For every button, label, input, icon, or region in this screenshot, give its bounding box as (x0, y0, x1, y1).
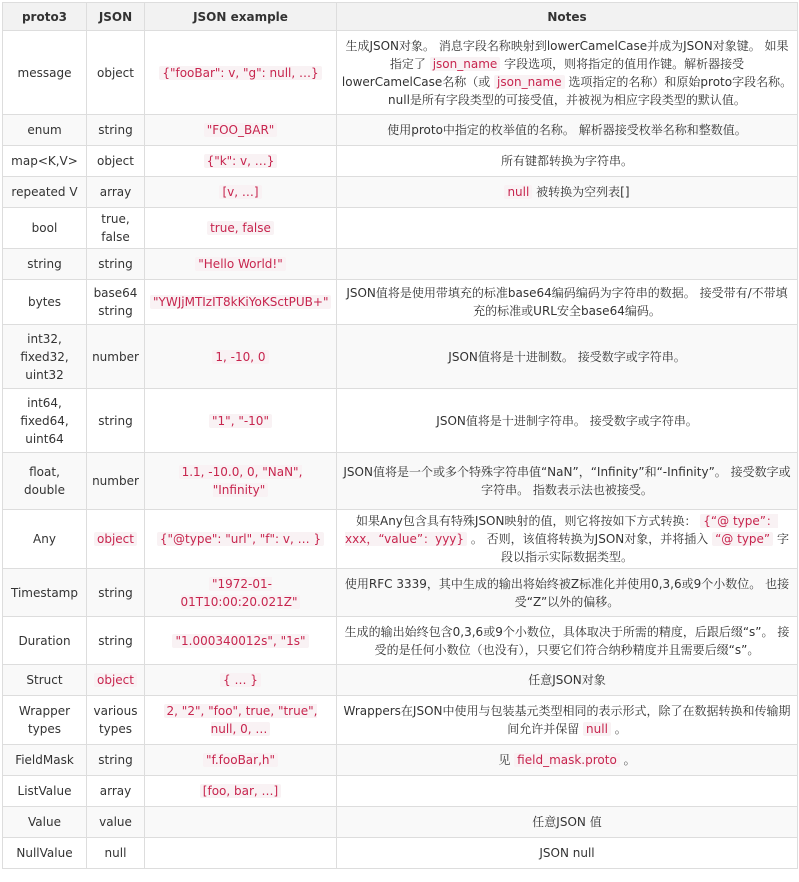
cell-json-type: array (87, 776, 145, 807)
cell-notes (337, 696, 798, 745)
notes-text: 。 (619, 753, 636, 767)
table-row (3, 665, 798, 696)
table-row (3, 115, 798, 146)
cell-json-type: object (87, 146, 145, 177)
cell-json-type: string (87, 389, 145, 453)
json-example-code: [foo, bar, …] (200, 784, 281, 798)
notes-text: 字段以指示实际数据类型。 (500, 532, 789, 564)
table-row (3, 745, 798, 776)
cell-json-example (145, 249, 337, 280)
cell-json-example (145, 745, 337, 776)
cell-notes (337, 115, 798, 146)
cell-proto3: float, double (3, 453, 87, 510)
cell-notes (337, 807, 798, 838)
cell-json-type: string (87, 249, 145, 280)
json-example-code: {"fooBar": v, "g": null, …} (159, 66, 321, 80)
table-row (3, 838, 798, 869)
table-row (3, 807, 798, 838)
json-example-code: {"@type": "url", "f": v, … } (157, 532, 324, 546)
json-example-code: "1.000340012s", "1s" (172, 634, 308, 648)
table-row (3, 617, 798, 665)
notes-text: JSON null (539, 846, 595, 860)
json-mapping-table (2, 2, 798, 869)
cell-json-type: object (87, 31, 145, 115)
table-row (3, 208, 798, 249)
cell-proto3: string (3, 249, 87, 280)
json-example-code: 2, "2", "foo", true, "true", null, 0, … (164, 704, 318, 736)
cell-proto3: Duration (3, 617, 87, 665)
notes-code: null (583, 722, 611, 736)
json-example-code: "YWJjMTIzIT8kKiYoKSctPUB+" (150, 295, 331, 309)
cell-json-example (145, 31, 337, 115)
cell-notes (337, 208, 798, 249)
header-json-example: JSON example (145, 3, 337, 31)
notes-code: {“@ type”：xxx，“value”：yyy} (345, 514, 778, 546)
cell-proto3: NullValue (3, 838, 87, 869)
json-example-code: true, false (207, 221, 274, 235)
json-example-code: 1, -10, 0 (212, 350, 268, 364)
cell-json-example (145, 696, 337, 745)
cell-proto3: Timestamp (3, 569, 87, 617)
json-example-code: "Hello World!" (195, 257, 285, 271)
cell-proto3: Any (3, 510, 87, 569)
cell-proto3: enum (3, 115, 87, 146)
cell-notes (337, 280, 798, 325)
cell-notes (337, 389, 798, 453)
notes-text: 生成JSON对象。 消息字段名称映射到lowerCamelCase并成为JSON对象键。 如果指定了 (345, 38, 789, 71)
cell-notes (337, 617, 798, 665)
notes-text: JSON值将是使用带填充的标准base64编码编码为字符串的数据。 接受带有/不带填充的标准或URL安全base64编码。 (346, 286, 788, 318)
json-example-code: 1.1, -10.0, 0, "NaN", "Infinity" (179, 465, 303, 497)
notes-text: 任意JSON 值 (532, 815, 602, 829)
notes-text: JSON值将是一个或多个特殊字符串值“NaN”，“Infinity”和“-Infinity”。 接受数字或字符串。 指数表示法也被接受。 (343, 465, 791, 497)
notes-text: 。 否则，该值将转换为JSON对象，并将插入 (467, 532, 713, 546)
cell-proto3: Value (3, 807, 87, 838)
cell-proto3: int64, fixed64, uint64 (3, 389, 87, 453)
notes-text: 所有键都转换为字符串。 (500, 154, 633, 168)
notes-text: JSON值将是十进制字符串。 接受数字或字符串。 (436, 413, 698, 428)
cell-json-type: string (87, 115, 145, 146)
cell-json-example (145, 617, 337, 665)
cell-json-example (145, 389, 337, 453)
table-row (3, 31, 798, 115)
cell-proto3: FieldMask (3, 745, 87, 776)
cell-json-example (145, 776, 337, 807)
notes-text: 选项指定的名称）和原始proto字段名称。 null是所有字段类型的可接受值，并被视为相应字段类型的默认值。 (388, 74, 793, 107)
json-example-code: "f.fooBar,h" (203, 753, 278, 767)
cell-json-type: value (87, 807, 145, 838)
cell-json-type: number (87, 453, 145, 510)
cell-json-type: array (87, 177, 145, 208)
table-header-row (3, 3, 798, 31)
notes-text: JSON值将是十进制数。 接受数字或字符串。 (448, 349, 686, 364)
cell-json-example (145, 838, 337, 869)
header-notes: Notes (337, 3, 798, 31)
cell-json-example (145, 146, 337, 177)
table-row (3, 177, 798, 208)
notes-text: 如果Any包含具有特殊JSON映射的值，则它将按如下方式转换： (355, 514, 701, 528)
notes-text: 见 (498, 753, 515, 767)
table-row (3, 776, 798, 807)
cell-proto3: int32, fixed32, uint32 (3, 325, 87, 389)
cell-notes (337, 510, 798, 569)
cell-json-example (145, 569, 337, 617)
cell-json-example (145, 115, 337, 146)
cell-json-example (145, 280, 337, 325)
table-row (3, 280, 798, 325)
table-row (3, 389, 798, 453)
cell-proto3: bool (3, 208, 87, 249)
notes-code: null (504, 185, 532, 199)
notes-text: 使用RFC 3339，其中生成的输出将始终被Z标准化并使用0,3,6或9个小数位。 也接受“Z”以外的偏移。 (344, 576, 790, 609)
cell-notes (337, 146, 798, 177)
json-example-code: {"k": v, …} (204, 154, 278, 168)
cell-json-example (145, 807, 337, 838)
notes-text: 字段选项，则将指定的值用作键。解析器接受lowerCamelCase名称（或 (341, 56, 745, 89)
table-body (3, 31, 798, 869)
notes-text: 被转换为空列表[] (532, 185, 630, 199)
cell-proto3: map<K,V> (3, 146, 87, 177)
cell-notes (337, 31, 798, 115)
json-example-code: [v, …] (219, 185, 261, 199)
cell-proto3: ListValue (3, 776, 87, 807)
notes-text: 。 (610, 722, 627, 736)
cell-notes (337, 838, 798, 869)
json-example-code: { … } (220, 673, 261, 687)
cell-notes (337, 325, 798, 389)
json-type-code: object (94, 673, 137, 687)
cell-notes (337, 177, 798, 208)
notes-text: 使用proto中指定的枚举值的名称。 解析器接受枚举名称和整数值。 (387, 123, 747, 137)
table-row (3, 325, 798, 389)
cell-notes (337, 569, 798, 617)
cell-json-example (145, 453, 337, 510)
json-type-code: object (94, 532, 137, 546)
notes-code: “@ type” (712, 532, 773, 546)
cell-json-type: true, false (87, 208, 145, 249)
cell-proto3: repeated V (3, 177, 87, 208)
cell-json-type: various types (87, 696, 145, 745)
cell-json-example (145, 325, 337, 389)
cell-proto3: bytes (3, 280, 87, 325)
cell-proto3: Struct (3, 665, 87, 696)
cell-json-type: null (87, 838, 145, 869)
table-row (3, 453, 798, 510)
cell-notes (337, 249, 798, 280)
table-row (3, 249, 798, 280)
cell-json-example (145, 665, 337, 696)
cell-json-type (87, 665, 145, 696)
json-example-code: "1972-01-01T10:00:20.021Z" (181, 577, 301, 609)
cell-proto3: message (3, 31, 87, 115)
header-proto3: proto3 (3, 3, 87, 31)
notes-code: field_mask.proto (514, 753, 620, 767)
notes-text: Wrappers在JSON中使用与包装基元类型相同的表示形式，除了在数据转换和传输期间允许并保留 (343, 704, 791, 736)
table-row (3, 510, 798, 569)
cell-json-type: number (87, 325, 145, 389)
cell-notes (337, 776, 798, 807)
cell-json-type (87, 510, 145, 569)
cell-json-type: string (87, 745, 145, 776)
notes-text: 生成的输出始终包含0,3,6或9个小数位，具体取决于所需的精度，后跟后缀“s”。 接受的是任何小数位（也没有），只要它们符合纳秒精度并且需要后缀“s”。 (344, 624, 790, 657)
cell-proto3: Wrapper types (3, 696, 87, 745)
table-row (3, 569, 798, 617)
json-example-code: "FOO_BAR" (204, 123, 278, 137)
cell-notes (337, 665, 798, 696)
notes-text: 任意JSON对象 (528, 673, 606, 687)
table-row (3, 146, 798, 177)
cell-json-example (145, 177, 337, 208)
cell-json-type: string (87, 569, 145, 617)
table-row (3, 696, 798, 745)
cell-json-example (145, 208, 337, 249)
cell-json-type: string (87, 617, 145, 665)
cell-json-example (145, 510, 337, 569)
cell-notes (337, 745, 798, 776)
cell-json-type: base64 string (87, 280, 145, 325)
header-json: JSON (87, 3, 145, 31)
cell-notes (337, 453, 798, 510)
notes-code: json_name (494, 75, 565, 89)
json-example-code: "1", "-10" (209, 414, 272, 428)
notes-code: json_name (430, 57, 501, 71)
